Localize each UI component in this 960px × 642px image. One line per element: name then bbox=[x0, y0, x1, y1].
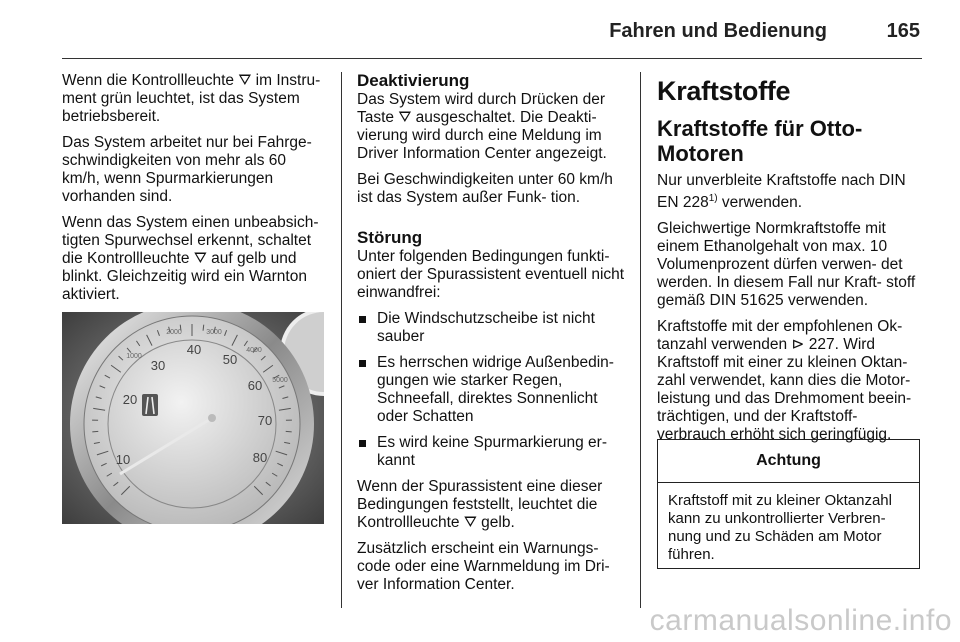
rpm-mark: 1000 bbox=[126, 353, 142, 360]
column-3 bbox=[657, 72, 920, 452]
paragraph: Wenn die Kontrollleuchte ⛛ im Instru- ment grün leuchtet, ist das System betriebsbereit. bbox=[62, 72, 321, 125]
subsection-heading: Kraftstoffe für Otto-Motoren bbox=[657, 116, 863, 166]
scale-tick bbox=[203, 325, 204, 331]
rpm-mark: 5000 bbox=[272, 377, 288, 384]
scale-number: 40 bbox=[186, 342, 202, 357]
section-heading: Kraftstoffe bbox=[657, 76, 791, 106]
paragraph: Das System arbeitet nur bei Fahrge- schwindigkeiten von mehr als 60 km/h, wenn Spurmarkierungen vorhanden sind. bbox=[62, 134, 312, 205]
list-item: Es herrschen widrige Außenbedin- gungen wie starker Regen, Schneefall, direktes Sonnenlicht oder Schatten bbox=[357, 354, 627, 426]
rpm-mark: 4000 bbox=[246, 347, 262, 354]
speedometer-photo bbox=[62, 312, 324, 524]
page-number: 165 bbox=[886, 20, 920, 42]
paragraph: Wenn der Spurassistent eine dieser Bedingungen feststellt, leuchtet die Kontrollleuchte ⛛ gelb. bbox=[357, 478, 603, 531]
scale-number: 60 bbox=[247, 378, 263, 393]
column-divider-1 bbox=[341, 72, 342, 608]
speedometer-illustration bbox=[62, 312, 324, 524]
paragraph: Bei Geschwindigkeiten unter 60 km/h ist das System außer Funk- tion. bbox=[357, 171, 613, 206]
warning-text: Kraftstoff mit zu kleiner Oktanzahl kann zu unkontrollierter Verbren- nung und zu Schäden am Motor führen. bbox=[668, 492, 892, 563]
paragraph: Kraftstoffe mit der empfohlenen Ok- tanzahl verwenden ⊳ 227. Wird Kraftstoff mit einer zu kleinen Oktan- zahl verwendet, kann dies die Motor- leistung und das Drehmoment beein- trächtigen, und der Kraftstoff- verbrauch erhöht sich geringfügig. bbox=[657, 318, 912, 444]
scale-number: 80 bbox=[252, 450, 268, 465]
paragraph: Das System wird durch Drücken der Taste ⛛ ausgeschaltet. Die Deakti- vierung wird durch eine Meldung im Driver Information Center angezeigt. bbox=[357, 91, 607, 162]
header-rule bbox=[62, 58, 922, 59]
paragraph: Gleichwertige Normkraftstoffe mit einem Ethanolgehalt von max. 10 Volumenprozent dürfen verwen- det werden. In diesem Fall nur Kraft- stoff gemäß DIN 51625 verwenden. bbox=[657, 220, 916, 310]
scale-number: 30 bbox=[150, 358, 166, 373]
header-title: Fahren und Bedienung bbox=[609, 20, 827, 42]
paragraph: Nur unverbleite Kraftstoffe nach DIN EN 228$^{1)}$ verwenden. bbox=[657, 172, 906, 212]
lane-assist-indicator-icon bbox=[142, 394, 158, 416]
column-1 bbox=[62, 72, 324, 312]
column-divider-2 bbox=[640, 72, 641, 608]
warning-box bbox=[657, 439, 920, 569]
deactivation-heading: Deaktivierung bbox=[357, 71, 470, 90]
scale-number: 50 bbox=[222, 352, 238, 367]
paragraph: Wenn das System einen unbeabsich- tigten Spurwechsel erkennt, schaltet die Kontrollleuchte ⛛ auf gelb und blinkt. Gleichzeitig wird ein Warnton aktiviert. bbox=[62, 214, 319, 303]
rpm-mark: 3000 bbox=[206, 329, 222, 336]
warning-title: Achtung bbox=[658, 440, 919, 483]
list-item: Es wird keine Spurmarkierung er- kannt bbox=[357, 434, 627, 470]
paragraph: Unter folgenden Bedingungen funkti- oniert der Spurassistent eventuell nicht einwandfrei: bbox=[357, 248, 625, 301]
watermark: carmanualsonline.info bbox=[649, 604, 952, 637]
rpm-mark: 2000 bbox=[166, 329, 182, 336]
column-2 bbox=[357, 72, 627, 602]
scale-number: 10 bbox=[115, 452, 131, 467]
scale-number: 20 bbox=[122, 392, 138, 407]
fault-heading: Störung bbox=[357, 228, 423, 247]
footnote-ref[interactable]: 1) bbox=[708, 193, 718, 204]
list-item: Die Windschutzscheibe ist nicht sauber bbox=[357, 310, 627, 346]
paragraph: Zusätzlich erscheint ein Warnungs- code oder eine Warnmeldung im Dri- ver Information Center. bbox=[357, 540, 610, 593]
page-header bbox=[62, 18, 922, 58]
scale-number: 70 bbox=[257, 413, 273, 428]
